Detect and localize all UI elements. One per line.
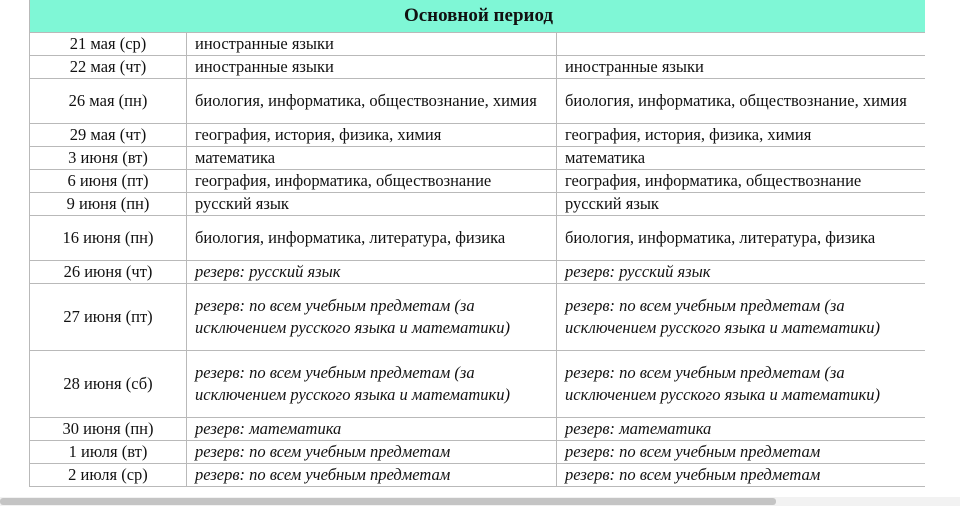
table-row [30,464,926,487]
period-title: Основной период [30,0,926,33]
row-subjects-col2: резерв: по всем учебным предметам (за исключением русского языка и математики) [187,284,557,351]
row-date: 26 июня (чт) [30,261,187,284]
table-row [30,351,926,418]
row-subjects-col2: резерв: математика [187,418,557,441]
row-date: 30 июня (пн) [30,418,187,441]
row-subjects-col3: резерв: по всем учебным предметам [557,464,926,487]
table-row [30,170,926,193]
row-subjects-col3 [557,33,926,56]
row-subjects-col2: иностранные языки [187,56,557,79]
row-subjects-col2: резерв: по всем учебным предметам [187,464,557,487]
row-subjects-col3: биология, информатика, литература, физика [557,216,926,261]
row-subjects-col3: резерв: математика [557,418,926,441]
row-subjects-col2: резерв: русский язык [187,261,557,284]
row-subjects-col3: русский язык [557,193,926,216]
row-subjects-col3: резерв: по всем учебным предметам [557,441,926,464]
row-subjects-col3: математика [557,147,926,170]
row-subjects-col3: резерв: русский язык [557,261,926,284]
row-date: 21 мая (ср) [30,33,187,56]
schedule-sheet [29,0,925,496]
row-subjects-col3: география, информатика, обществознание [557,170,926,193]
row-subjects-col3: биология, информатика, обществознание, химия [557,79,926,124]
row-date: 28 июня (сб) [30,351,187,418]
row-subjects-col2: география, информатика, обществознание [187,170,557,193]
exam-schedule-table [29,0,925,487]
row-subjects-col3: иностранные языки [557,56,926,79]
row-date: 1 июля (вт) [30,441,187,464]
table-row [30,56,926,79]
row-date: 2 июля (ср) [30,464,187,487]
table-header-row [30,0,926,33]
table-row [30,418,926,441]
table-row [30,284,926,351]
table-row [30,79,926,124]
table-row [30,441,926,464]
row-subjects-col3: резерв: по всем учебным предметам (за исключением русского языка и математики) [557,284,926,351]
row-subjects-col2: география, история, физика, химия [187,124,557,147]
horizontal-scrollbar-thumb[interactable] [0,498,776,505]
table-row [30,33,926,56]
row-date: 9 июня (пн) [30,193,187,216]
row-date: 3 июня (вт) [30,147,187,170]
row-subjects-col2: русский язык [187,193,557,216]
row-subjects-col2: биология, информатика, литература, физика [187,216,557,261]
table-row [30,124,926,147]
table-row [30,216,926,261]
row-subjects-col2: иностранные языки [187,33,557,56]
row-date: 22 мая (чт) [30,56,187,79]
table-row [30,147,926,170]
row-subjects-col3: резерв: по всем учебным предметам (за исключением русского языка и математики) [557,351,926,418]
row-date: 26 мая (пн) [30,79,187,124]
table-row [30,261,926,284]
row-subjects-col2: математика [187,147,557,170]
row-date: 29 мая (чт) [30,124,187,147]
row-subjects-col3: география, история, физика, химия [557,124,926,147]
row-date: 6 июня (пт) [30,170,187,193]
row-date: 27 июня (пт) [30,284,187,351]
table-row [30,193,926,216]
row-subjects-col2: резерв: по всем учебным предметам (за исключением русского языка и математики) [187,351,557,418]
row-date: 16 июня (пн) [30,216,187,261]
row-subjects-col2: биология, информатика, обществознание, химия [187,79,557,124]
row-subjects-col2: резерв: по всем учебным предметам [187,441,557,464]
